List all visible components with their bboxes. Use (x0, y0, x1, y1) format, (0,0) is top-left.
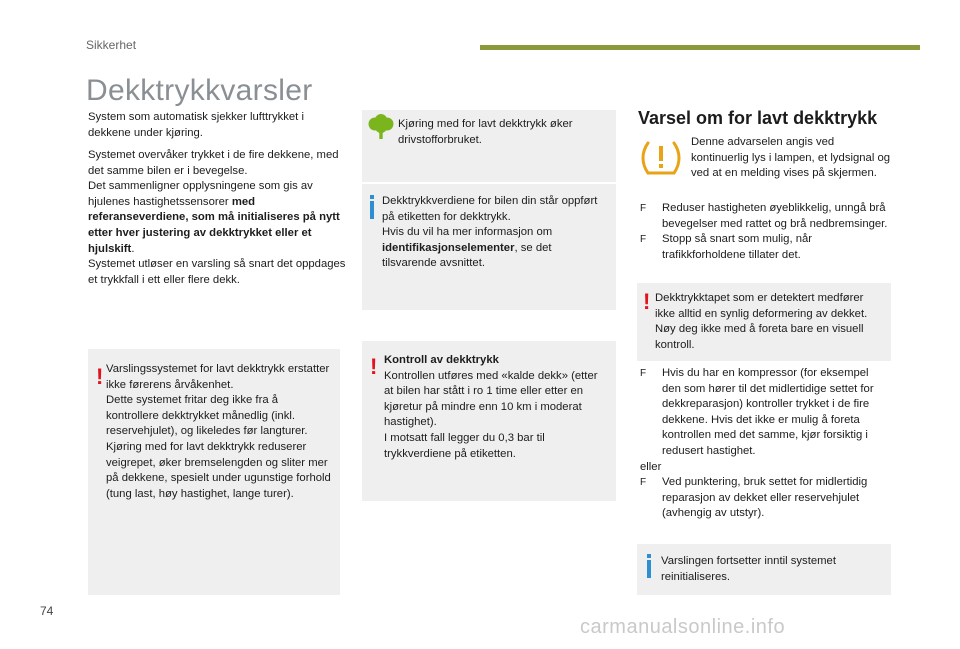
deformation-text: Dekktrykktapet som er detektert medfører ikke alltid en synlig deformering av dekket. Nøy deg ikke med å foreta bare en visuell kontroll. (655, 292, 868, 351)
warning-line-3: Kjøring med for lavt dekktrykk reduserer veigrepet, øker bremselengden og sliter mer på dekkene, spesielt under ugunstige forhold (tung last, høy hastighet, lange turer). (106, 440, 331, 500)
info-icon (370, 201, 374, 219)
info-text-a: Dekktrykkverdiene for bilen din står oppført på etiketten for dekktrykk. (382, 195, 598, 223)
warning-box-vigilance (88, 349, 340, 595)
warning-box-deformation (637, 283, 891, 361)
system-text-c: . (131, 242, 135, 255)
info-text-b: Hvis du vil ha mer informasjon om (382, 226, 553, 239)
system-paragraph (88, 148, 346, 288)
warning-line-1: Varslingssystemet for lavt dekktrykk erstatter ikke førerens årvåkenhet. (106, 363, 330, 391)
or-text: eller (640, 460, 662, 473)
header-rule (480, 45, 920, 50)
warning-icon: ! (96, 364, 104, 389)
bullet-text: Reduser hastigheten øyeblikkelig, unngå brå bevegelser med rattet og brå nedbremsinger. (662, 202, 888, 230)
info-text-c: , se det tilsvarende avsnittet. (382, 241, 552, 270)
warning-icon: ! (370, 354, 378, 379)
eco-tree-icon (367, 114, 395, 140)
bullet-compressor (640, 366, 890, 460)
page-title: Dekktrykkvarsler (86, 74, 313, 107)
check-text-b: I motsatt fall legger du 0,3 bar til trykkverdiene på etiketten. (384, 431, 545, 460)
bullet-text: Hvis du har en kompressor (for eksempel den som hører til det midlertidige settet for dekkreparasjon) kontroller trykket i de fire dekkene. Hvis det ikke er mulig å foreta kontrollen med det samme, kjør forsiktig i redusert hastighet. (662, 367, 874, 457)
section-label: Sikkerhet (86, 38, 137, 52)
info-icon-dot (647, 554, 651, 558)
bullet-list-1 (640, 201, 890, 263)
eco-box (362, 110, 616, 182)
tyre-pressure-warning-lamp-icon (640, 140, 682, 176)
warning-box-text (106, 362, 332, 502)
bullet-puncture (640, 475, 890, 522)
check-box-text (384, 353, 610, 462)
section-title: Varsel om for lavt dekktrykk (638, 108, 878, 128)
info-icon-dot (370, 195, 374, 199)
eco-box-text: Kjøring med for lavt dekktrykk øker drivstofforbruket. (398, 118, 573, 146)
system-text-d: Systemet utløser en varsling så snart det oppdages et trykkfall i ett eller flere dekk. (88, 258, 346, 286)
info-box-labels (362, 184, 616, 310)
warning-icon: ! (643, 289, 651, 314)
bullet-icon: F (640, 203, 647, 214)
info-box-text (382, 194, 608, 272)
bullet-icon: F (640, 477, 647, 489)
bullet-text: Ved punktering, bruk settet for midlertidig reparasjon av dekket eller reservehjulet (avhengig av utstyr). (662, 476, 868, 520)
check-text-a: Kontrollen utføres med «kalde dekk» (etter at bilen har stått i ro 1 time eller etter en kjøretur på mindre enn 10 km i moderat hastighet). (384, 369, 598, 429)
system-text-bold: med referanseverdiene, som må initialiseres på nytt etter hver justering av dekktrykket eller et hjulskift (88, 195, 340, 255)
lamp-description: Denne advarselen angis ved kontinuerlig lys i lampen, et lydsignal og ved at en melding vises på skjermen. (691, 136, 891, 180)
check-title: Kontroll av dekktrykk (384, 354, 499, 366)
info-box-reinit (637, 544, 891, 595)
bullet-reduce-speed (640, 201, 890, 232)
bullet-list-2 (640, 366, 890, 522)
page-number: 74 (40, 604, 54, 618)
system-text-a: Systemet overvåker trykket i de fire dekkene, med det samme bilen er i bevegelse. (88, 149, 339, 177)
reinit-text: Varslingen fortsetter inntil systemet reinitialiseres. (661, 555, 836, 583)
system-text-b: Det sammenligner opplysningene som gis av hjulenes hastighetssensorer (88, 180, 313, 208)
watermark: carmanualsonline.info (580, 616, 786, 638)
bullet-icon: F (640, 234, 647, 246)
info-text-bold: identifikasjonselementer (382, 241, 515, 254)
bullet-text: Stopp så snart som mulig, når trafikkforholdene tillater det. (662, 233, 813, 261)
warning-box-check (362, 341, 616, 501)
bullet-icon: F (640, 368, 647, 379)
bullet-stop (640, 232, 890, 263)
info-icon (647, 560, 651, 578)
intro-paragraph: System som automatisk sjekker lufttrykket i dekkene under kjøring. (88, 111, 304, 139)
warning-line-2: Dette systemet fritar deg ikke fra å kontrollere dekktrykket månedlig (inkl. reservehjulet), og likeledes før langturer. (106, 394, 308, 438)
